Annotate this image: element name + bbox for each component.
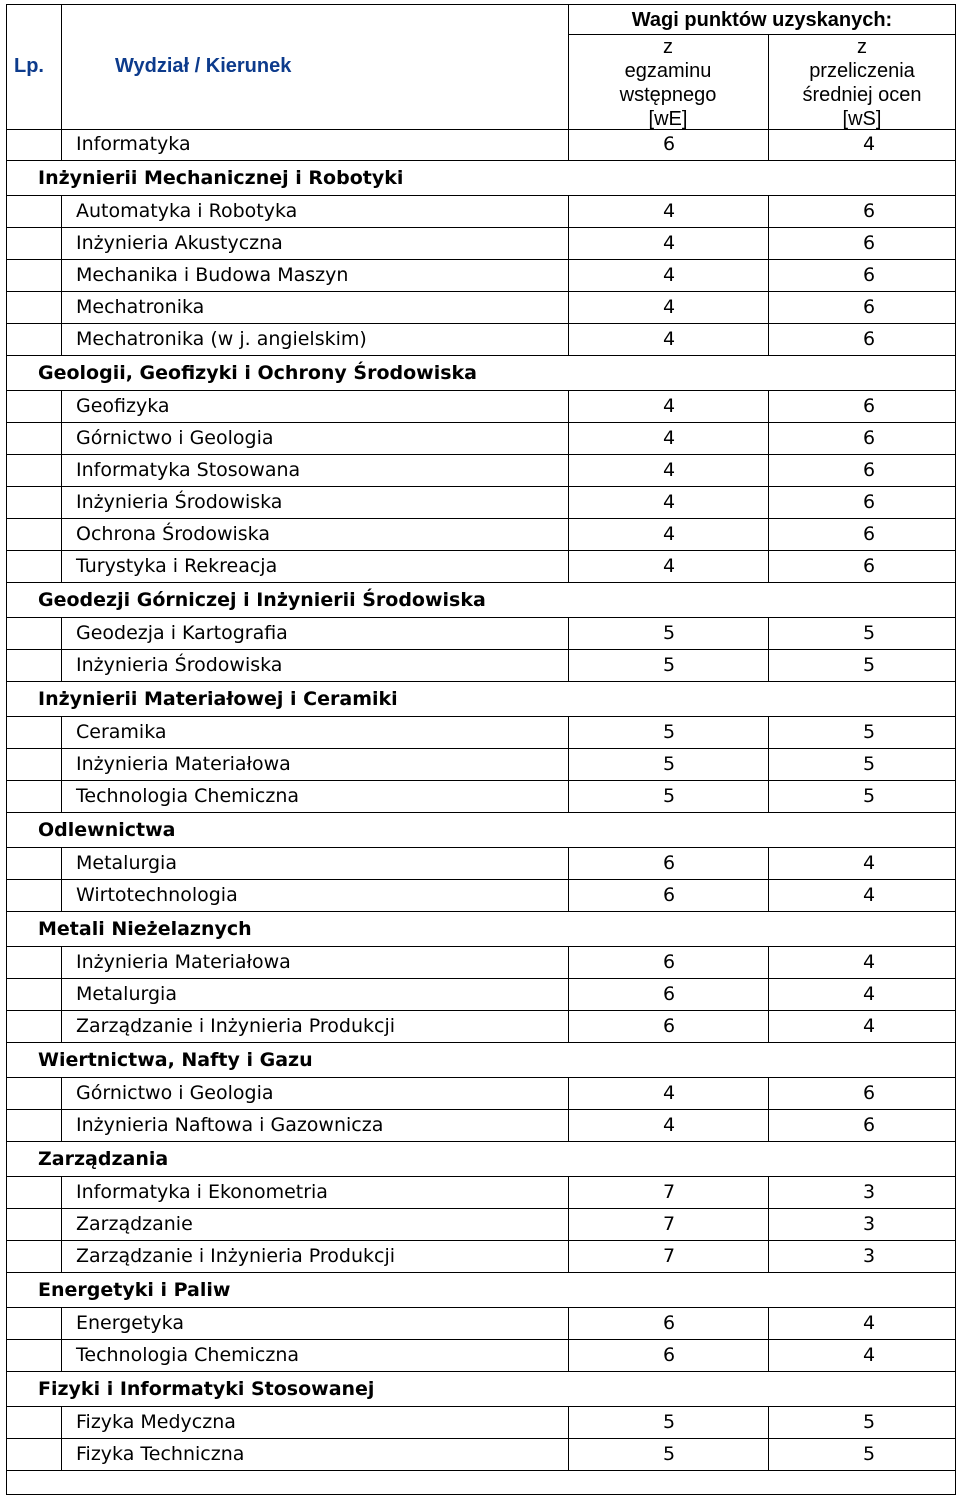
program-name: Fizyka Techniczna xyxy=(76,1443,245,1465)
table-row xyxy=(6,487,956,519)
cell-divider xyxy=(768,455,769,487)
grades-weight: 4 xyxy=(862,1015,876,1037)
grades-weight: 5 xyxy=(862,1411,876,1433)
grades-weight: 4 xyxy=(862,852,876,874)
cell-divider xyxy=(61,749,62,781)
grades-weight: 4 xyxy=(862,133,876,155)
program-name: Górnictwo i Geologia xyxy=(76,427,274,449)
program-name: Mechanika i Budowa Maszyn xyxy=(76,264,349,286)
cell-divider xyxy=(768,423,769,455)
cell-divider xyxy=(61,519,62,551)
table-row xyxy=(6,129,956,161)
cell-divider xyxy=(568,947,569,979)
program-name: Automatyka i Robotyka xyxy=(76,200,298,222)
grades-weight: 6 xyxy=(862,1082,876,1104)
header-col-exam xyxy=(568,35,768,131)
exam-weight: 5 xyxy=(662,654,676,676)
cell-divider xyxy=(568,650,569,682)
program-name: Inżynieria Akustyczna xyxy=(76,232,283,254)
exam-weight: 4 xyxy=(662,1082,676,1104)
program-name: Zarządzanie i Inżynieria Produkcji xyxy=(76,1015,396,1037)
cell-divider xyxy=(768,519,769,551)
header-weights-title: Wagi punktów uzyskanych: xyxy=(631,9,893,31)
cell-divider xyxy=(61,1078,62,1110)
cell-divider xyxy=(61,717,62,749)
cell-divider xyxy=(768,196,769,228)
grades-weight: 5 xyxy=(862,753,876,775)
faculty-row xyxy=(6,682,956,717)
cell-divider xyxy=(61,391,62,423)
cell-divider xyxy=(61,455,62,487)
table-row xyxy=(6,781,956,813)
program-name: Inżynieria Materiałowa xyxy=(76,753,291,775)
table-row xyxy=(6,979,956,1011)
table-row xyxy=(6,196,956,228)
cell-divider xyxy=(768,391,769,423)
faculty-name: Wiertnictwa, Nafty i Gazu xyxy=(38,1049,313,1071)
table-row xyxy=(6,324,956,356)
program-name: Ceramika xyxy=(76,721,167,743)
faculty-row xyxy=(6,356,956,391)
program-name: Informatyka Stosowana xyxy=(76,459,301,481)
cell-divider xyxy=(768,650,769,682)
cell-divider xyxy=(768,1241,769,1273)
header-divider-lp xyxy=(61,4,62,130)
program-name: Metalurgia xyxy=(76,983,177,1005)
cell-divider xyxy=(768,1078,769,1110)
table-row xyxy=(6,1308,956,1340)
grades-weight: 5 xyxy=(862,785,876,807)
cell-divider xyxy=(768,1340,769,1372)
program-name: Technologia Chemiczna xyxy=(76,785,300,807)
cell-divider xyxy=(61,551,62,583)
table-row xyxy=(6,423,956,455)
exam-weight: 6 xyxy=(662,1015,676,1037)
header-col-exam-line: z xyxy=(663,36,673,58)
grades-weight: 3 xyxy=(862,1245,876,1267)
cell-divider xyxy=(568,196,569,228)
program-name: Geofizyka xyxy=(76,395,170,417)
grades-weight: 6 xyxy=(862,296,876,318)
cell-divider xyxy=(61,880,62,912)
faculty-row xyxy=(6,583,956,618)
table-row xyxy=(6,1241,956,1273)
cell-divider xyxy=(768,1407,769,1439)
exam-weight: 5 xyxy=(662,785,676,807)
cell-divider xyxy=(568,129,569,161)
exam-weight: 4 xyxy=(662,491,676,513)
exam-weight: 5 xyxy=(662,1443,676,1465)
cell-divider xyxy=(568,423,569,455)
cell-divider xyxy=(768,1177,769,1209)
table-row xyxy=(6,228,956,260)
program-name: Technologia Chemiczna xyxy=(76,1344,300,1366)
program-name: Informatyka i Ekonometria xyxy=(76,1181,328,1203)
cell-divider xyxy=(61,1308,62,1340)
cell-divider xyxy=(61,1110,62,1142)
exam-weight: 4 xyxy=(662,523,676,545)
cell-divider xyxy=(768,1011,769,1043)
faculty-row xyxy=(6,1142,956,1177)
cell-divider xyxy=(568,455,569,487)
grades-weight: 5 xyxy=(862,654,876,676)
faculty-row xyxy=(6,1043,956,1078)
faculty-name: Energetyki i Paliw xyxy=(38,1279,231,1301)
exam-weight: 4 xyxy=(662,328,676,350)
grades-weight: 4 xyxy=(862,951,876,973)
faculty-name: Zarządzania xyxy=(38,1148,169,1170)
cell-divider xyxy=(61,781,62,813)
program-name: Inżynieria Materiałowa xyxy=(76,951,291,973)
grades-weight: 4 xyxy=(862,1312,876,1334)
exam-weight: 5 xyxy=(662,622,676,644)
cell-divider xyxy=(61,1241,62,1273)
cell-divider xyxy=(61,947,62,979)
cell-divider xyxy=(568,848,569,880)
exam-weight: 7 xyxy=(662,1245,676,1267)
cell-divider xyxy=(568,781,569,813)
program-name: Inżynieria Naftowa i Gazownicza xyxy=(76,1114,384,1136)
grades-weight: 6 xyxy=(862,264,876,286)
program-name: Zarządzanie i Inżynieria Produkcji xyxy=(76,1245,396,1267)
grades-weight: 5 xyxy=(862,1443,876,1465)
cell-divider xyxy=(768,979,769,1011)
table-row xyxy=(6,292,956,324)
exam-weight: 4 xyxy=(662,1114,676,1136)
cell-divider xyxy=(568,618,569,650)
faculty-row xyxy=(6,1372,956,1407)
program-name: Inżynieria Środowiska xyxy=(76,654,283,676)
faculty-row xyxy=(6,1273,956,1308)
faculty-name: Geodezji Górniczej i Inżynierii Środowiska xyxy=(38,589,486,611)
grades-weight: 4 xyxy=(862,983,876,1005)
cell-divider xyxy=(768,749,769,781)
header-col-grades-line: przeliczenia xyxy=(809,60,915,82)
grades-weight: 6 xyxy=(862,395,876,417)
exam-weight: 6 xyxy=(662,852,676,874)
program-name: Turystyka i Rekreacja xyxy=(76,555,278,577)
cell-divider xyxy=(768,717,769,749)
faculty-row xyxy=(6,161,956,196)
cell-divider xyxy=(568,1209,569,1241)
exam-weight: 4 xyxy=(662,296,676,318)
cell-divider xyxy=(768,947,769,979)
table-row xyxy=(6,650,956,682)
exam-weight: 4 xyxy=(662,395,676,417)
faculty-name: Geologii, Geofizyki i Ochrony Środowiska xyxy=(38,362,477,384)
exam-weight: 7 xyxy=(662,1213,676,1235)
cell-divider xyxy=(568,1340,569,1372)
cell-divider xyxy=(768,551,769,583)
cell-divider xyxy=(568,1439,569,1471)
cell-divider xyxy=(61,1340,62,1372)
grades-weight: 6 xyxy=(862,200,876,222)
cell-divider xyxy=(61,848,62,880)
exam-weight: 6 xyxy=(662,1312,676,1334)
table-row xyxy=(6,1011,956,1043)
cell-divider xyxy=(568,1241,569,1273)
cell-divider xyxy=(768,228,769,260)
cell-divider xyxy=(568,1308,569,1340)
table-row xyxy=(6,717,956,749)
faculty-name: Odlewnictwa xyxy=(38,819,176,841)
grades-weight: 6 xyxy=(862,491,876,513)
cell-divider xyxy=(61,979,62,1011)
program-name: Zarządzanie xyxy=(76,1213,193,1235)
program-name: Mechatronika xyxy=(76,296,205,318)
table-row xyxy=(6,1407,956,1439)
cell-divider xyxy=(768,1308,769,1340)
cell-divider xyxy=(768,1209,769,1241)
faculty-name: Metali Nieżelaznych xyxy=(38,918,252,940)
program-name: Górnictwo i Geologia xyxy=(76,1082,274,1104)
cell-divider xyxy=(61,324,62,356)
cell-divider xyxy=(61,228,62,260)
table-row xyxy=(6,848,956,880)
cell-divider xyxy=(768,1439,769,1471)
table-row xyxy=(6,749,956,781)
row-divider xyxy=(6,1470,956,1471)
table-row xyxy=(6,1439,956,1471)
header-col-grades xyxy=(768,35,956,131)
grades-weight: 6 xyxy=(862,427,876,449)
header-lp: Lp. xyxy=(14,55,44,77)
faculty-row xyxy=(6,912,956,947)
program-name: Energetyka xyxy=(76,1312,184,1334)
cell-divider xyxy=(61,1011,62,1043)
cell-divider xyxy=(61,260,62,292)
table-row xyxy=(6,519,956,551)
cell-divider xyxy=(61,1439,62,1471)
table-border-bottom xyxy=(6,1494,956,1495)
table-row xyxy=(6,1209,956,1241)
table-row xyxy=(6,391,956,423)
program-name: Informatyka xyxy=(76,133,191,155)
cell-divider xyxy=(568,1011,569,1043)
exam-weight: 5 xyxy=(662,721,676,743)
cell-divider xyxy=(568,551,569,583)
exam-weight: 4 xyxy=(662,459,676,481)
cell-divider xyxy=(61,1177,62,1209)
header-col-grades-line: [wS] xyxy=(842,108,882,130)
header-col-exam-line: [wE] xyxy=(648,108,688,130)
cell-divider xyxy=(568,717,569,749)
cell-divider xyxy=(568,880,569,912)
grades-weight: 3 xyxy=(862,1181,876,1203)
program-name: Geodezja i Kartografia xyxy=(76,622,288,644)
table-row xyxy=(6,1078,956,1110)
cell-divider xyxy=(568,391,569,423)
program-name: Inżynieria Środowiska xyxy=(76,491,283,513)
table-row xyxy=(6,455,956,487)
cell-divider xyxy=(568,1110,569,1142)
table-row xyxy=(6,1177,956,1209)
cell-divider xyxy=(61,650,62,682)
cell-divider xyxy=(61,292,62,324)
program-name: Metalurgia xyxy=(76,852,177,874)
exam-weight: 6 xyxy=(662,1344,676,1366)
exam-weight: 5 xyxy=(662,753,676,775)
cell-divider xyxy=(768,781,769,813)
faculty-name: Inżynierii Mechanicznej i Robotyki xyxy=(38,167,404,189)
cell-divider xyxy=(61,1209,62,1241)
cell-divider xyxy=(768,880,769,912)
cell-divider xyxy=(568,1078,569,1110)
header-col-grades-line: średniej ocen xyxy=(802,84,922,106)
cell-divider xyxy=(768,848,769,880)
cell-divider xyxy=(61,196,62,228)
grades-weight: 5 xyxy=(862,622,876,644)
table-border-top xyxy=(6,4,956,5)
grades-weight: 6 xyxy=(862,459,876,481)
cell-divider xyxy=(568,324,569,356)
exam-weight: 7 xyxy=(662,1181,676,1203)
grades-weight: 6 xyxy=(862,328,876,350)
weights-table xyxy=(6,4,956,1498)
exam-weight: 4 xyxy=(662,232,676,254)
program-name: Ochrona Środowiska xyxy=(76,523,270,545)
grades-weight: 6 xyxy=(862,555,876,577)
cell-divider xyxy=(768,324,769,356)
cell-divider xyxy=(61,129,62,161)
cell-divider xyxy=(768,292,769,324)
exam-weight: 6 xyxy=(662,983,676,1005)
program-name: Mechatronika (w j. angielskim) xyxy=(76,328,367,350)
faculty-row xyxy=(6,813,956,848)
exam-weight: 4 xyxy=(662,427,676,449)
cell-divider xyxy=(568,519,569,551)
cell-divider xyxy=(768,260,769,292)
grades-weight: 6 xyxy=(862,232,876,254)
header-col-exam-line: wstępnego xyxy=(619,84,717,106)
header-col-exam-line: egzaminu xyxy=(624,60,712,82)
grades-weight: 5 xyxy=(862,721,876,743)
cell-divider xyxy=(568,1407,569,1439)
grades-weight: 6 xyxy=(862,523,876,545)
cell-divider xyxy=(768,618,769,650)
faculty-name: Fizyki i Informatyki Stosowanej xyxy=(38,1378,375,1400)
exam-weight: 5 xyxy=(662,1411,676,1433)
cell-divider xyxy=(768,1110,769,1142)
table-row xyxy=(6,1340,956,1372)
table-row xyxy=(6,947,956,979)
table-row xyxy=(6,880,956,912)
grades-weight: 3 xyxy=(862,1213,876,1235)
cell-divider xyxy=(61,618,62,650)
program-name: Wirtotechnologia xyxy=(76,884,238,906)
cell-divider xyxy=(61,1407,62,1439)
table-row xyxy=(6,260,956,292)
grades-weight: 4 xyxy=(862,884,876,906)
cell-divider xyxy=(768,487,769,519)
grades-weight: 4 xyxy=(862,1344,876,1366)
header-col-grades-line: z xyxy=(857,36,867,58)
cell-divider xyxy=(768,129,769,161)
cell-divider xyxy=(568,228,569,260)
program-name: Fizyka Medyczna xyxy=(76,1411,236,1433)
cell-divider xyxy=(61,487,62,519)
header-faculty: Wydział / Kierunek xyxy=(115,55,292,77)
exam-weight: 4 xyxy=(662,264,676,286)
table-row xyxy=(6,551,956,583)
cell-divider xyxy=(568,487,569,519)
cell-divider xyxy=(568,1177,569,1209)
exam-weight: 6 xyxy=(662,884,676,906)
exam-weight: 6 xyxy=(662,951,676,973)
table-row xyxy=(6,1110,956,1142)
cell-divider xyxy=(568,979,569,1011)
cell-divider xyxy=(568,749,569,781)
exam-weight: 4 xyxy=(662,200,676,222)
table-row xyxy=(6,618,956,650)
cell-divider xyxy=(568,292,569,324)
cell-divider xyxy=(568,260,569,292)
faculty-name: Inżynierii Materiałowej i Ceramiki xyxy=(38,688,398,710)
cell-divider xyxy=(61,423,62,455)
exam-weight: 4 xyxy=(662,555,676,577)
grades-weight: 6 xyxy=(862,1114,876,1136)
exam-weight: 6 xyxy=(662,133,676,155)
